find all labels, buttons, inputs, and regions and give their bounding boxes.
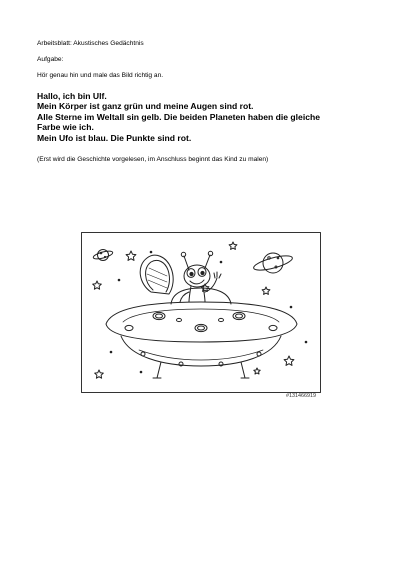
star-icon bbox=[284, 356, 294, 365]
planet-icon bbox=[252, 253, 293, 273]
alien-icon bbox=[180, 251, 221, 302]
coloring-picture bbox=[81, 232, 321, 394]
worksheet-title: Arbeitsblatt: Akustisches Gedächtnis bbox=[37, 40, 144, 47]
instruction-text: Hör genau hin und male das Bild richtig an. bbox=[37, 72, 164, 79]
task-label: Aufgabe: bbox=[37, 56, 64, 63]
story-line: Mein Körper ist ganz grün und meine Augen sind rot. bbox=[37, 101, 254, 112]
story-line: Hallo, ich bin Ulf. bbox=[37, 91, 107, 101]
star-icon bbox=[262, 287, 270, 294]
story-text bbox=[37, 91, 367, 143]
stock-id-label: #131466919 bbox=[286, 393, 316, 399]
story-line: Alle Sterne im Weltall sin gelb. Die beiden Planeten haben die gleiche bbox=[37, 111, 321, 122]
star-icon bbox=[95, 370, 104, 378]
story-line: Mein Ufo ist blau. Die Punkte sind rot. bbox=[37, 132, 192, 143]
story-line: Farbe wie ich. bbox=[37, 122, 94, 133]
reading-note: (Erst wird die Geschichte vorgelesen, im Anschluss beginnt das Kind zu malen) bbox=[37, 156, 269, 163]
planet-icon bbox=[93, 250, 114, 261]
star-icon bbox=[229, 242, 237, 249]
star-icon bbox=[126, 251, 136, 260]
star-icon bbox=[93, 281, 102, 289]
star-icon bbox=[254, 368, 260, 374]
